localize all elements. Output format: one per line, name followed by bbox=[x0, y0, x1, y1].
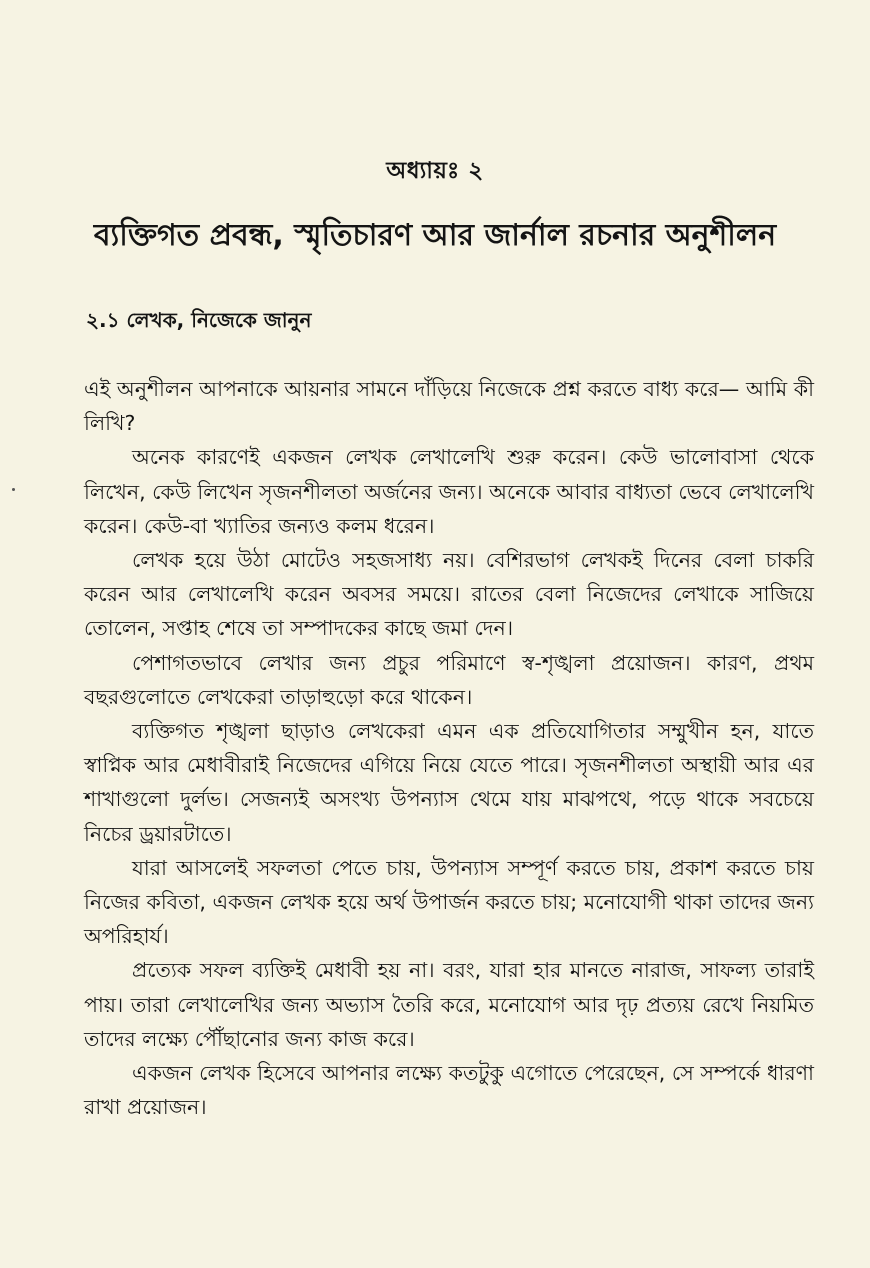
paragraph: লেখক হয়ে উঠা মোটেও সহজসাধ্য নয়। বেশিরভাগ লেখকই দিনের বেলা চাকরি করেন আর লেখালেখি করেন অবসর সময়ে। রাতের বেলা নিজেদের লেখাকে সাজিয়ে তোলেন, সপ্তাহ শেষে তা সম্পাদকের কাছে জমা দেন। bbox=[84, 548, 814, 641]
paragraph: যারা আসলেই সফলতা পেতে চায়, উপন্যাস সম্পূর্ণ করতে চায়, প্রকাশ করতে চায় নিজের কবিতা, একজন লেখক হয়ে অর্থ উপার্জন করতে চায়; মনোযোগী থাকা তাদের জন্য অপরিহার্য। bbox=[84, 855, 814, 949]
paragraph: পেশাগতভাবে লেখার জন্য প্রচুর পরিমাণে স্ব-শৃঙ্খলা প্রয়োজন। কারণ, প্রথম বছরগুলোতে লেখকেরা তাড়াহুড়ো করে থাকেন। bbox=[84, 650, 814, 709]
paragraph: প্রত্যেক সফল ব্যক্তিই মেধাবী হয় না। বরং, যারা হার মানতে নারাজ, সাফল্য তারাই পায়। তারা লেখালেখির জন্য অভ্যাস তৈরি করে, মনোযোগ আর দৃঢ় প্রত্যয় রেখে নিয়মিত তাদের লক্ষ্যে পৌঁছানোর জন্য কাজ করে। bbox=[84, 958, 814, 1051]
paragraph: অনেক কারণেই একজন লেখক লেখালেখি শুরু করেন। কেউ ভালোবাসা থেকে লিখেন, কেউ লিখেন সৃজনশীলতা অর্জনের জন্য। অনেকে আবার বাধ্যতা ভেবে লেখালেখি করেন। কেউ-বা খ্যাতির জন্যও কলম ধরেন। bbox=[84, 445, 814, 538]
section-heading: ২.১ লেখক, নিজেকে জানুন bbox=[86, 308, 312, 332]
paragraph: এই অনুশীলন আপনাকে আয়নার সামনে দাঁড়িয়ে নিজেকে প্রশ্ন করতে বাধ্য করে— আমি কী লিখি? bbox=[84, 377, 814, 436]
paper-speck bbox=[12, 488, 15, 491]
chapter-label: অধ্যায়ঃ ২ bbox=[386, 158, 484, 184]
paragraph: একজন লেখক হিসেবে আপনার লক্ষ্যে কতটুকু এগোতে পেরেছেন, সে সম্পর্কে ধারণা রাখা প্রয়োজন। bbox=[84, 1061, 814, 1120]
paragraph: ব্যক্তিগত শৃঙ্খলা ছাড়াও লেখকেরা এমন এক প্রতিযোগিতার সম্মুখীন হন, যাতে স্বাপ্নিক আর মেধাবীরাই নিজেদের এগিয়ে নিয়ে যেতে পারে। সৃজনশীলতা অস্থায়ী আর এর শাখাগুলো দুর্লভ। সেজন্যই অসংখ্য উপন্যাস থেমে যায় মাঝপথে, পড়ে থাকে সবচেয়ে নিচের ড্রয়ারটাতে। bbox=[84, 719, 814, 846]
body-text bbox=[84, 372, 814, 1124]
chapter-title: ব্যক্তিগত প্রবন্ধ, স্মৃতিচারণ আর জার্নাল রচনার অনুশীলন bbox=[93, 218, 777, 253]
